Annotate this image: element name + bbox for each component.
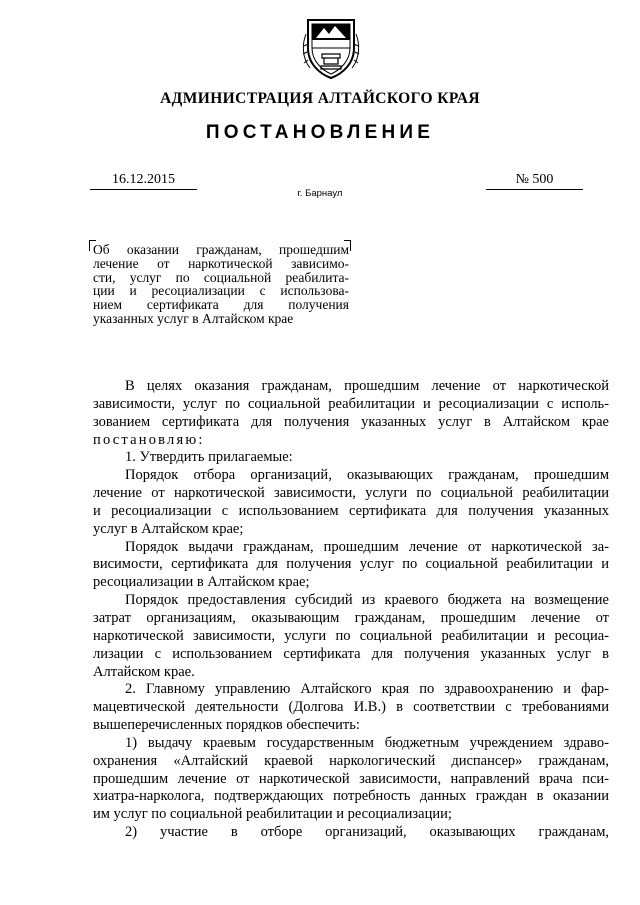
body-text-line: ресоциализации в Алтайском крае; xyxy=(93,574,310,591)
body-text-line: наркотической зависимости, услуги по социальной реабилитации и ресоциа- xyxy=(93,627,609,644)
body-text-line: охранения «Алтайский краевой наркологический диспансер» гражданам, xyxy=(93,752,609,769)
subject-line: Об оказании гражданам, прошедшим xyxy=(93,242,349,257)
body-text-line: Алтайском крае. xyxy=(93,663,195,680)
subject-line: сти, услуг по социальной реабилита- xyxy=(93,269,349,285)
document-date: 16.12.2015 xyxy=(90,172,197,190)
subject-line: нием сертификата для получения xyxy=(93,297,349,313)
body-text-line: им услуг по социальной реабилитации и ресоциализации; xyxy=(93,806,452,823)
organization-name: АДМИНИСТРАЦИЯ АЛТАЙСКОГО КРАЯ xyxy=(160,90,480,107)
body-text-line: зависимости, услуг по социальной реабилитации и ресоциализации с исполь- xyxy=(93,395,609,412)
body-text-line: Порядок отбора организаций, оказывающих гражданам, прошедшим xyxy=(125,467,609,484)
body-text-line: услуг в Алтайском крае; xyxy=(93,520,244,537)
body-text-line: лечение от наркотической зависимости, услуги по социальной реабилитации xyxy=(93,485,609,502)
body-text-line: 2) участие в отборе организаций, оказывающих гражданам, xyxy=(125,824,609,841)
document-type-title: ПОСТАНОВЛЕНИЕ xyxy=(205,122,435,143)
body-text-line: мацевтической деятельности (Долгова И.В.) в соответствии с требованиями xyxy=(93,699,609,716)
body-text-line: хиатра-нарколога, подтверждающих потребность данных граждан в оказании xyxy=(93,788,609,805)
subject-line: указанных услуг в Алтайском крае xyxy=(93,310,294,326)
body-text-line: прошедшим лечение от наркотической зависимости, направлений врача пси- xyxy=(93,770,609,787)
body-text-line: вышеперечисленных порядков обеспечить: xyxy=(93,717,360,734)
body-text-line: 1) выдачу краевым государственным бюджетным учреждением здраво- xyxy=(125,734,609,751)
subject-line: лечение от наркотической зависимо- xyxy=(93,255,349,271)
document-subject xyxy=(93,243,349,326)
body-text-line: 2. Главному управлению Алтайского края по здравоохранению и фар- xyxy=(125,681,609,698)
body-text-line: висимости, сертификата для получения услуг по социальной реабилитации и xyxy=(93,556,609,573)
body-text-line: зованием сертификата для получения указанных услуг в Алтайском крае xyxy=(93,413,609,430)
body-text-line: Порядок предоставления субсидий из краевого бюджета на возмещение xyxy=(125,592,609,609)
body-text-line: затрат организациям, оказывающим гражданам, прошедшим лечение от xyxy=(93,609,609,626)
body-text-line: В целях оказания гражданам, прошедшим лечение от наркотической xyxy=(125,378,609,394)
coat-of-arms-emblem xyxy=(302,14,360,80)
body-text-line: постановляю: xyxy=(93,431,205,448)
document-city: г. Барнаул xyxy=(297,188,343,199)
body-text-line: и ресоциализации с использованием сертификата для получения указанных xyxy=(93,502,609,519)
body-text-line: 1. Утвердить прилагаемые: xyxy=(125,449,293,466)
subject-line: ции и ресоциализации с использова- xyxy=(93,283,349,299)
body-text-line: лизации с использованием сертификата для получения указанных услуг в xyxy=(93,645,609,662)
document-number: № 500 xyxy=(486,172,583,190)
document-body xyxy=(93,378,609,842)
body-text-line: Порядок выдачи гражданам, прошедшим лечение от наркотической за- xyxy=(125,538,609,555)
